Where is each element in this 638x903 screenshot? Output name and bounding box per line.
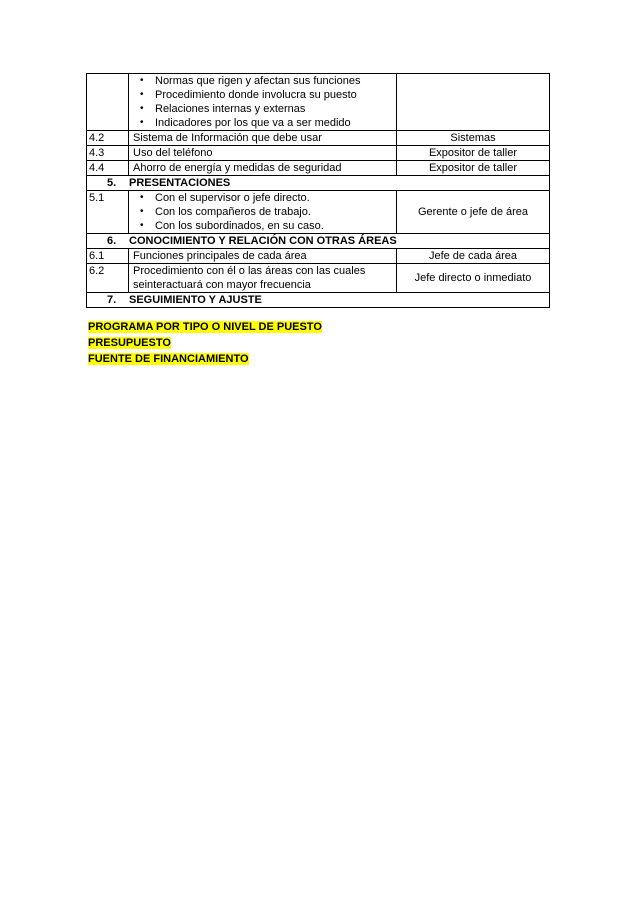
resp-cell: Gerente o jefe de área <box>397 191 550 234</box>
desc-cell: Procedimiento con él o las áreas con las cuales seinteractuará con mayor frecuencia <box>129 264 397 293</box>
list-item <box>133 74 392 88</box>
desc-cell <box>129 191 397 234</box>
list-item <box>133 102 392 116</box>
table-row <box>87 264 550 293</box>
table-row <box>87 74 550 131</box>
note-line <box>88 319 322 335</box>
note-program: PROGRAMA POR TIPO O NIVEL DE PUESTO <box>88 321 322 333</box>
section-title: CONOCIMIENTO Y RELACIÓN CON OTRAS ÁREAS <box>129 235 397 247</box>
desc-cell: Funciones principales de cada área <box>129 249 397 264</box>
list-item <box>133 88 392 102</box>
resp-cell: Sistemas <box>397 131 550 146</box>
section-number: 5. <box>107 177 117 189</box>
section-number: 6. <box>107 235 117 247</box>
bullet-list <box>133 74 392 130</box>
section-title: SEGUIMIENTO Y AJUSTE <box>129 294 262 306</box>
bullet-icon: • <box>140 192 144 203</box>
training-program-table <box>86 73 550 308</box>
bullet-icon: • <box>140 89 144 100</box>
table-row <box>87 249 550 264</box>
bullet-list <box>133 191 392 233</box>
table-row <box>87 161 550 176</box>
section-header-row <box>87 293 550 308</box>
table-row <box>87 146 550 161</box>
num-cell: 6.2 <box>87 264 129 293</box>
section-heading <box>87 176 550 191</box>
bullet-text: Indicadores por los que va a ser medido <box>155 117 351 129</box>
num-cell <box>87 74 129 131</box>
num-cell: 6.1 <box>87 249 129 264</box>
list-item <box>133 219 392 233</box>
num-cell: 4.4 <box>87 161 129 176</box>
note-budget: PRESUPUESTO <box>88 337 171 349</box>
bullet-text: Con los compañeros de trabajo. <box>155 206 311 218</box>
note-funding: FUENTE DE FINANCIAMIENTO <box>88 353 249 365</box>
bullet-icon: • <box>140 75 144 86</box>
resp-cell: Expositor de taller <box>397 161 550 176</box>
bullet-text: Con los subordinados, en su caso. <box>155 220 324 232</box>
desc-cell <box>129 74 397 131</box>
note-line <box>88 335 322 351</box>
section-number: 7. <box>107 294 117 306</box>
section-header-row <box>87 176 550 191</box>
table-row <box>87 131 550 146</box>
section-heading <box>87 234 550 249</box>
section-header-row <box>87 234 550 249</box>
section-title: PRESENTACIONES <box>129 177 231 189</box>
list-item <box>133 191 392 205</box>
highlighted-notes <box>88 319 322 367</box>
bullet-icon: • <box>140 206 144 217</box>
note-line <box>88 351 322 367</box>
num-cell: 4.2 <box>87 131 129 146</box>
num-cell: 4.3 <box>87 146 129 161</box>
bullet-text: Con el supervisor o jefe directo. <box>155 192 310 204</box>
section-heading <box>87 293 550 308</box>
table-row <box>87 191 550 234</box>
bullet-icon: • <box>140 117 144 128</box>
bullet-text: Relaciones internas y externas <box>155 103 306 115</box>
list-item <box>133 205 392 219</box>
desc-cell: Uso del teléfono <box>129 146 397 161</box>
bullet-icon: • <box>140 220 144 231</box>
bullet-icon: • <box>140 103 144 114</box>
num-cell: 5.1 <box>87 191 129 234</box>
resp-cell <box>397 74 550 131</box>
bullet-text: Procedimiento donde involucra su puesto <box>155 89 357 101</box>
bullet-text: Normas que rigen y afectan sus funciones <box>155 75 361 87</box>
resp-cell: Expositor de taller <box>397 146 550 161</box>
resp-cell: Jefe directo o inmediato <box>397 264 550 293</box>
desc-cell: Ahorro de energía y medidas de seguridad <box>129 161 397 176</box>
list-item <box>133 116 392 130</box>
desc-cell: Sistema de Información que debe usar <box>129 131 397 146</box>
resp-cell: Jefe de cada área <box>397 249 550 264</box>
